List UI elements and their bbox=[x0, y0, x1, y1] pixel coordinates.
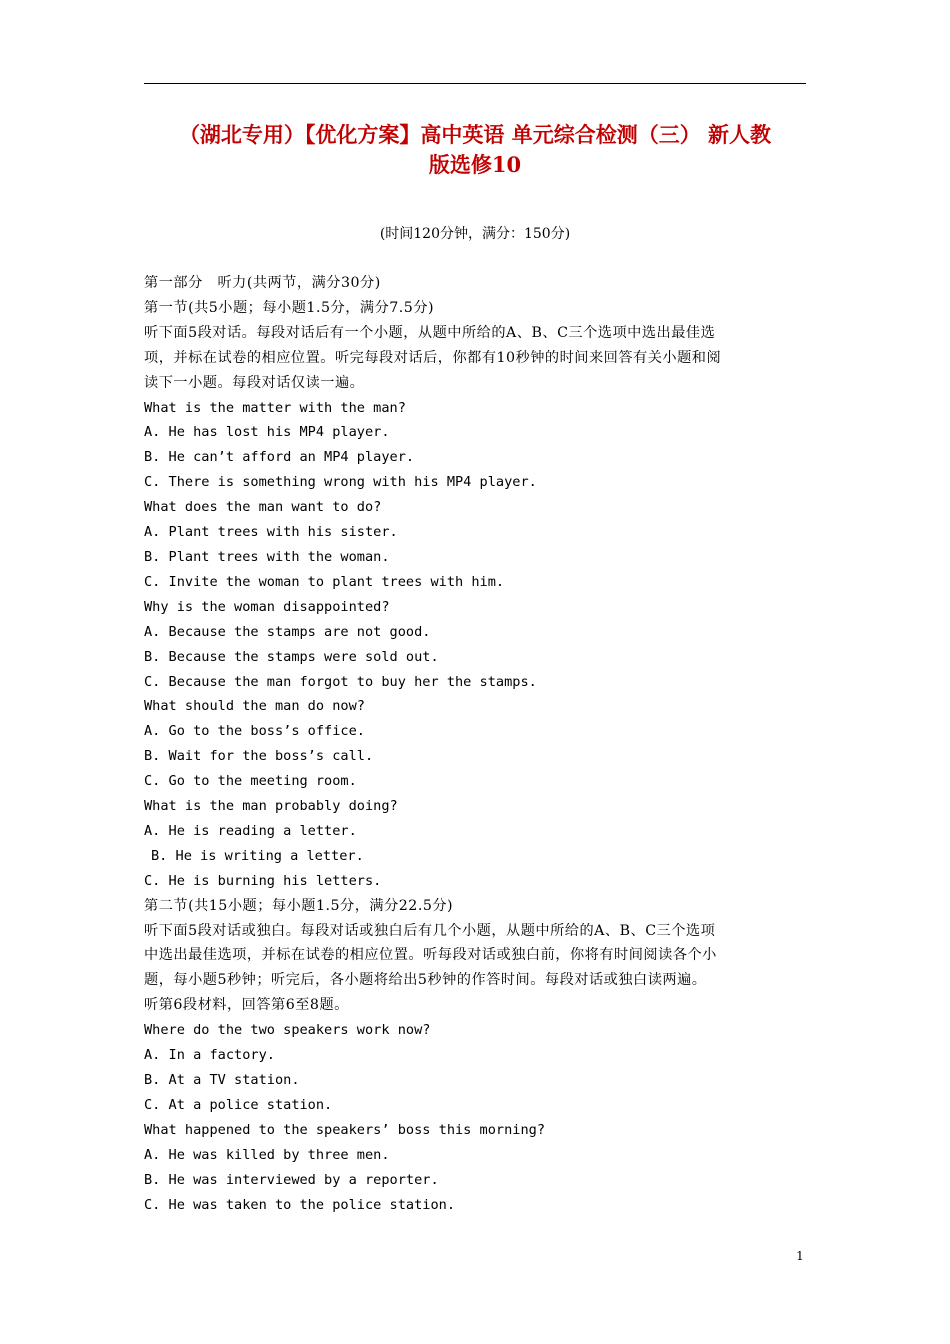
answer-option: B. He can’t afford an MP4 player. bbox=[144, 449, 415, 466]
title-line-1: （湖北专用）【优化方案】高中英语 单元综合检测（三） 新人教 bbox=[178, 122, 772, 147]
title-line-2: 版选修10 bbox=[428, 152, 522, 177]
instruction-text: 中选出最佳选项，并标在试卷的相应位置。听每段对话或独白前，你将有时间阅读各个小 bbox=[144, 947, 717, 964]
question-text: Where do the two speakers work now? bbox=[144, 1022, 431, 1039]
header-rule bbox=[144, 83, 806, 84]
exam-time-score: (时间120分钟，满分：150分) bbox=[379, 226, 571, 242]
answer-option: A. Go to the boss’s office. bbox=[144, 723, 365, 740]
question-text: What should the man do now? bbox=[144, 698, 365, 715]
section-heading: 第二节(共15小题；每小题1.5分，满分22.5分) bbox=[144, 897, 454, 914]
answer-option: B. Wait for the boss’s call. bbox=[144, 748, 374, 765]
section-heading: 第一节(共5小题；每小题1.5分，满分7.5分) bbox=[144, 299, 435, 316]
page-number: 1 bbox=[796, 1249, 804, 1263]
instruction-text: 听下面5段对话或独白。每段对话或独白后有几个小题，从题中所给的A、B、C三个选项 bbox=[144, 922, 716, 939]
instruction-text: 项，并标在试卷的相应位置。听完每段对话后，你都有10秒钟的时间来回答有关小题和阅 bbox=[144, 349, 722, 366]
answer-option: C. He is burning his letters. bbox=[144, 872, 382, 889]
section-heading: 第一部分 听力(共两节，满分30分) bbox=[144, 275, 381, 291]
instruction-text: 听下面5段对话。每段对话后有一个小题，从题中所给的A、B、C三个选项中选出最佳选 bbox=[144, 324, 716, 341]
answer-option: B. Plant trees with the woman. bbox=[144, 548, 390, 565]
answer-option: A. Plant trees with his sister. bbox=[144, 524, 398, 541]
answer-option: A. Because the stamps are not good. bbox=[144, 623, 431, 640]
answer-option: A. He is reading a letter. bbox=[144, 822, 357, 839]
answer-option: C. Go to the meeting room. bbox=[144, 773, 357, 790]
document-body bbox=[144, 271, 806, 1217]
document-title bbox=[144, 120, 806, 180]
question-text: What does the man want to do? bbox=[144, 499, 382, 516]
answer-option: B. At a TV station. bbox=[144, 1072, 300, 1088]
answer-option: C. Because the man forgot to buy her the stamps. bbox=[144, 673, 537, 690]
answer-option: C. At a police station. bbox=[144, 1096, 333, 1113]
answer-option: A. He was killed by three men. bbox=[144, 1146, 390, 1163]
answer-option: A. He has lost his MP4 player. bbox=[144, 424, 390, 441]
question-text: What happened to the speakers’ boss this morning? bbox=[144, 1121, 546, 1138]
answer-option: A. In a factory. bbox=[144, 1047, 275, 1064]
answer-option: B. He is writing a letter. bbox=[151, 847, 364, 864]
question-text: Why is the woman disappointed? bbox=[144, 598, 390, 615]
instruction-text: 读下一小题。每段对话仅读一遍。 bbox=[144, 374, 365, 391]
answer-option: B. Because the stamps were sold out. bbox=[144, 648, 439, 665]
answer-option: C. He was taken to the police station. bbox=[144, 1196, 455, 1213]
question-text: What is the man probably doing? bbox=[144, 798, 398, 815]
question-text: What is the matter with the man? bbox=[144, 399, 406, 416]
instruction-text: 听第6段材料，回答第6至8题。 bbox=[144, 997, 349, 1014]
answer-option: C. Invite the woman to plant trees with him. bbox=[144, 573, 505, 590]
answer-option: B. He was interviewed by a reporter. bbox=[144, 1171, 439, 1188]
instruction-text: 题，每小题5秒钟；听完后，各小题将给出5秒钟的作答时间。每段对话或独白读两遍。 bbox=[144, 972, 707, 989]
answer-option: C. There is something wrong with his MP4 player. bbox=[144, 474, 537, 491]
